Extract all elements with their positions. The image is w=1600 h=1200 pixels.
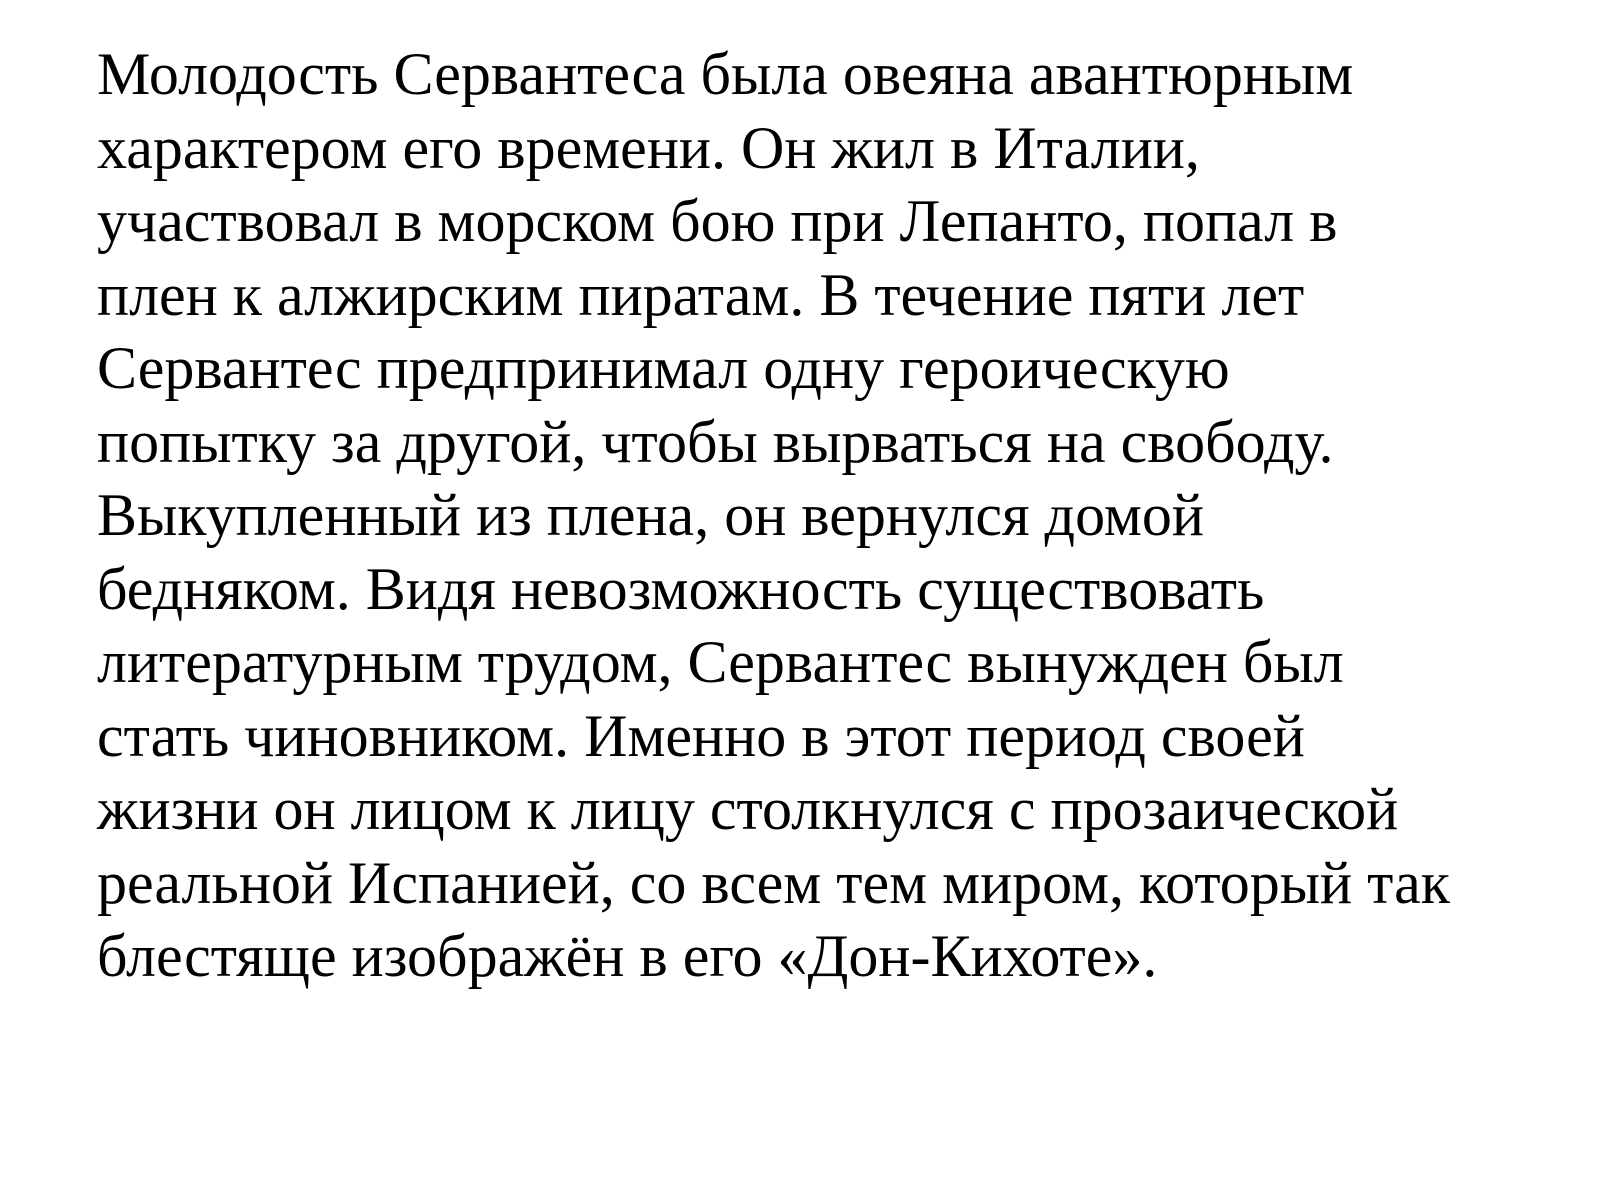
text-line-5: Сервантес предпринимал одну героическую (97, 335, 1230, 401)
text-line-11: жизни он лицом к лицу столкнулся с прозаической (97, 776, 1399, 842)
text-line-10: стать чиновником. Именно в этот период своей (97, 702, 1305, 769)
body-paragraph (97, 38, 1557, 994)
text-line-7: Выкупленный из плена, он вернулся домой (97, 482, 1205, 548)
text-line-2: характером его времени. Он жил в Италии, (97, 114, 1200, 181)
text-line-13: блестяще изображён в его «Дон-Кихоте». (97, 923, 1158, 989)
text-line-6: попытку за другой, чтобы вырваться на свободу. (97, 408, 1334, 475)
text-line-4: плен к алжирским пиратам. В течение пяти лет (97, 261, 1305, 328)
text-line-3: участвовал в морском бою при Лепанто, попал в (97, 188, 1338, 254)
text-line-8: бедняком. Видя невозможность существовать (97, 555, 1265, 622)
text-line-12: реальной Испанией, со всем тем миром, который так (97, 849, 1450, 916)
text-line-1: Молодость Сервантеса была овеяна авантюрным (97, 41, 1354, 107)
text-line-9: литературным трудом, Сервантес вынужден был (97, 629, 1344, 695)
